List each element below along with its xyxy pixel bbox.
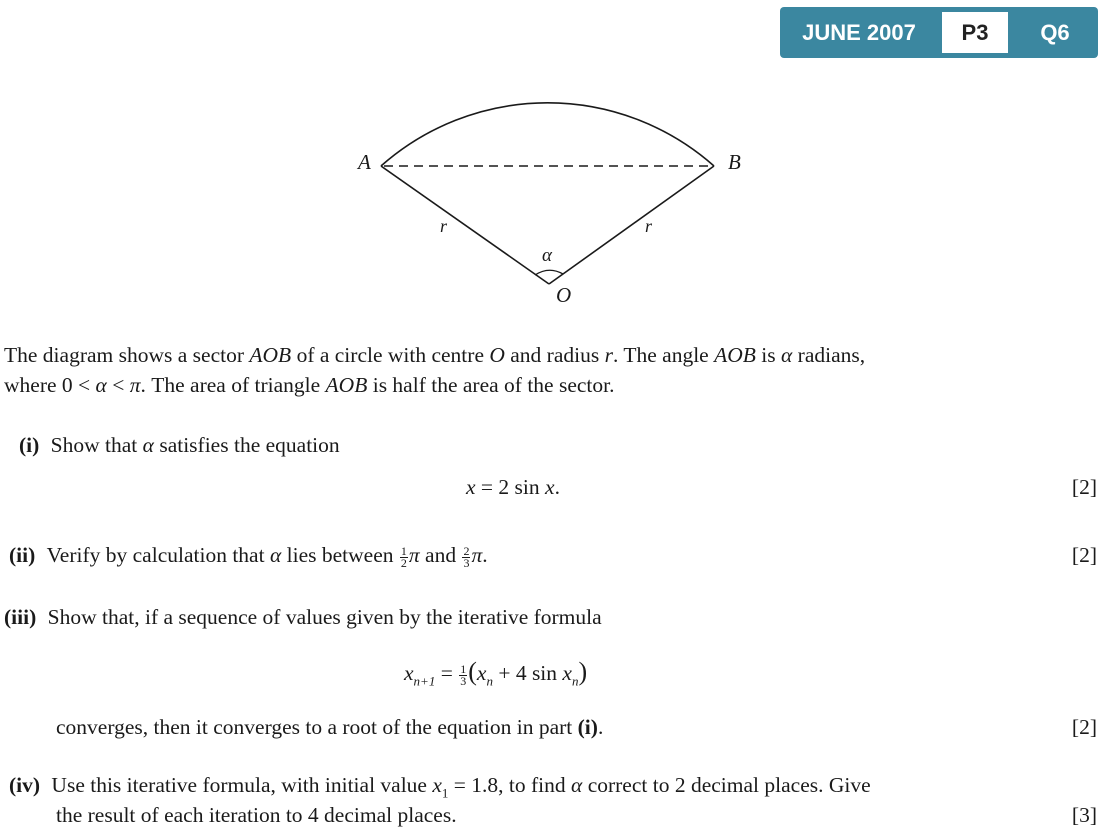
math-var: x bbox=[476, 661, 487, 685]
equation-text: + 4 sin bbox=[492, 661, 563, 685]
intro-line-2 bbox=[4, 370, 1100, 400]
math-var: AOB bbox=[249, 343, 292, 367]
iterative-formula bbox=[404, 657, 587, 696]
intro-text: radians, bbox=[792, 343, 866, 367]
part-i-equation bbox=[466, 472, 560, 502]
question-text: = 1.8, to find bbox=[448, 773, 572, 797]
sector-diagram bbox=[0, 0, 1100, 320]
fraction-numerator: 2 bbox=[463, 543, 470, 558]
question-text: correct to 2 decimal places. Give bbox=[582, 773, 871, 797]
part-iv-line-2: the result of each iteration to 4 decimal places. bbox=[56, 803, 457, 827]
point-b-label: B bbox=[728, 150, 741, 174]
math-var: π bbox=[408, 543, 420, 567]
math-var: AOB bbox=[714, 343, 756, 367]
math-var: x bbox=[404, 661, 414, 685]
intro-text: of a circle with centre bbox=[291, 343, 490, 367]
paper-number-label: P3 bbox=[942, 12, 1008, 53]
angle-alpha-label: α bbox=[542, 245, 552, 266]
math-var: x bbox=[466, 475, 476, 499]
part-i-label: (i) bbox=[19, 433, 40, 457]
question-text: and bbox=[419, 543, 462, 567]
sector-arc bbox=[381, 103, 714, 166]
question-text: Use this iterative formula, with initial value bbox=[51, 773, 433, 797]
radius-label-right: r bbox=[645, 216, 653, 236]
math-var: r bbox=[604, 343, 613, 367]
part-iv-label: (iv) bbox=[9, 773, 41, 797]
intro-text: is half the area of the sector. bbox=[367, 373, 615, 397]
part-iii-conclusion bbox=[56, 712, 603, 742]
equation-text: ( bbox=[468, 657, 477, 686]
radius-label-left: r bbox=[440, 216, 448, 236]
intro-text: is bbox=[755, 343, 781, 367]
intro-paragraph bbox=[4, 340, 1100, 400]
intro-text: where 0 < bbox=[4, 373, 96, 397]
fraction-numerator: 1 bbox=[460, 661, 467, 676]
math-var: O bbox=[489, 343, 505, 367]
question-text: . bbox=[597, 715, 604, 739]
fraction-numerator: 1 bbox=[400, 543, 407, 558]
math-var: α bbox=[780, 343, 793, 367]
math-var: x bbox=[545, 475, 555, 499]
equation-text: = bbox=[435, 661, 459, 685]
intro-text: . The area of triangle bbox=[140, 373, 326, 397]
question-text: satisfies the equation bbox=[153, 433, 340, 457]
question-text: Show that, if a sequence of values given by the iterative formula bbox=[47, 605, 602, 629]
part-iv-marks: [3] bbox=[1071, 803, 1097, 827]
angle-alpha-marker bbox=[535, 270, 563, 275]
fraction-third bbox=[459, 661, 467, 688]
equation-text: ) bbox=[578, 657, 588, 686]
math-subscript: n bbox=[571, 673, 579, 689]
intro-line-1 bbox=[4, 340, 1100, 370]
equation-text: = 2 sin bbox=[475, 475, 546, 499]
intro-text: < bbox=[106, 373, 130, 397]
part-ii-label: (ii) bbox=[9, 543, 36, 567]
part-i-marks: [2] bbox=[1071, 475, 1097, 499]
math-var: x bbox=[432, 773, 442, 797]
math-var: x bbox=[562, 661, 572, 685]
math-subscript: n+1 bbox=[413, 673, 436, 689]
math-subscript: 1 bbox=[441, 785, 449, 801]
fraction-half bbox=[400, 543, 408, 570]
math-var: α bbox=[95, 373, 107, 397]
intro-text: and radius bbox=[504, 343, 605, 367]
math-var: π bbox=[129, 373, 141, 397]
question-text: Verify by calculation that bbox=[46, 543, 270, 567]
question-text: Show that bbox=[50, 433, 143, 457]
point-a-label: A bbox=[358, 150, 371, 174]
radius-oa bbox=[381, 166, 549, 284]
question-text: lies between bbox=[281, 543, 399, 567]
math-var: AOB bbox=[325, 373, 368, 397]
intro-text: . The angle bbox=[612, 343, 715, 367]
centre-o-label: O bbox=[556, 283, 572, 307]
part-i-question bbox=[19, 430, 340, 460]
radius-ob bbox=[549, 166, 714, 284]
part-ii-question bbox=[9, 540, 488, 570]
question-number-label: Q6 bbox=[1040, 19, 1070, 45]
part-ii-marks: [2] bbox=[1071, 543, 1097, 567]
question-text: . bbox=[482, 543, 488, 567]
question-text: converges, then it converges to a root of the equation in part bbox=[56, 715, 578, 739]
exam-date-label: JUNE 2007 bbox=[802, 19, 916, 45]
math-var: α bbox=[571, 773, 583, 797]
math-subscript: n bbox=[486, 673, 493, 689]
part-iii-label: (iii) bbox=[4, 605, 37, 629]
part-iii-question bbox=[4, 602, 602, 632]
fraction-denominator: 2 bbox=[400, 555, 407, 570]
math-var: α bbox=[269, 543, 282, 567]
part-reference: (i) bbox=[577, 715, 598, 739]
math-var: α bbox=[142, 433, 154, 457]
equation-text: . bbox=[554, 475, 560, 499]
math-var: π bbox=[471, 543, 483, 567]
intro-text: The diagram shows a sector bbox=[4, 343, 250, 367]
fraction-two-thirds bbox=[462, 543, 470, 570]
fraction-denominator: 3 bbox=[460, 673, 467, 688]
part-iii-marks: [2] bbox=[1071, 715, 1097, 739]
fraction-denominator: 3 bbox=[463, 555, 470, 570]
